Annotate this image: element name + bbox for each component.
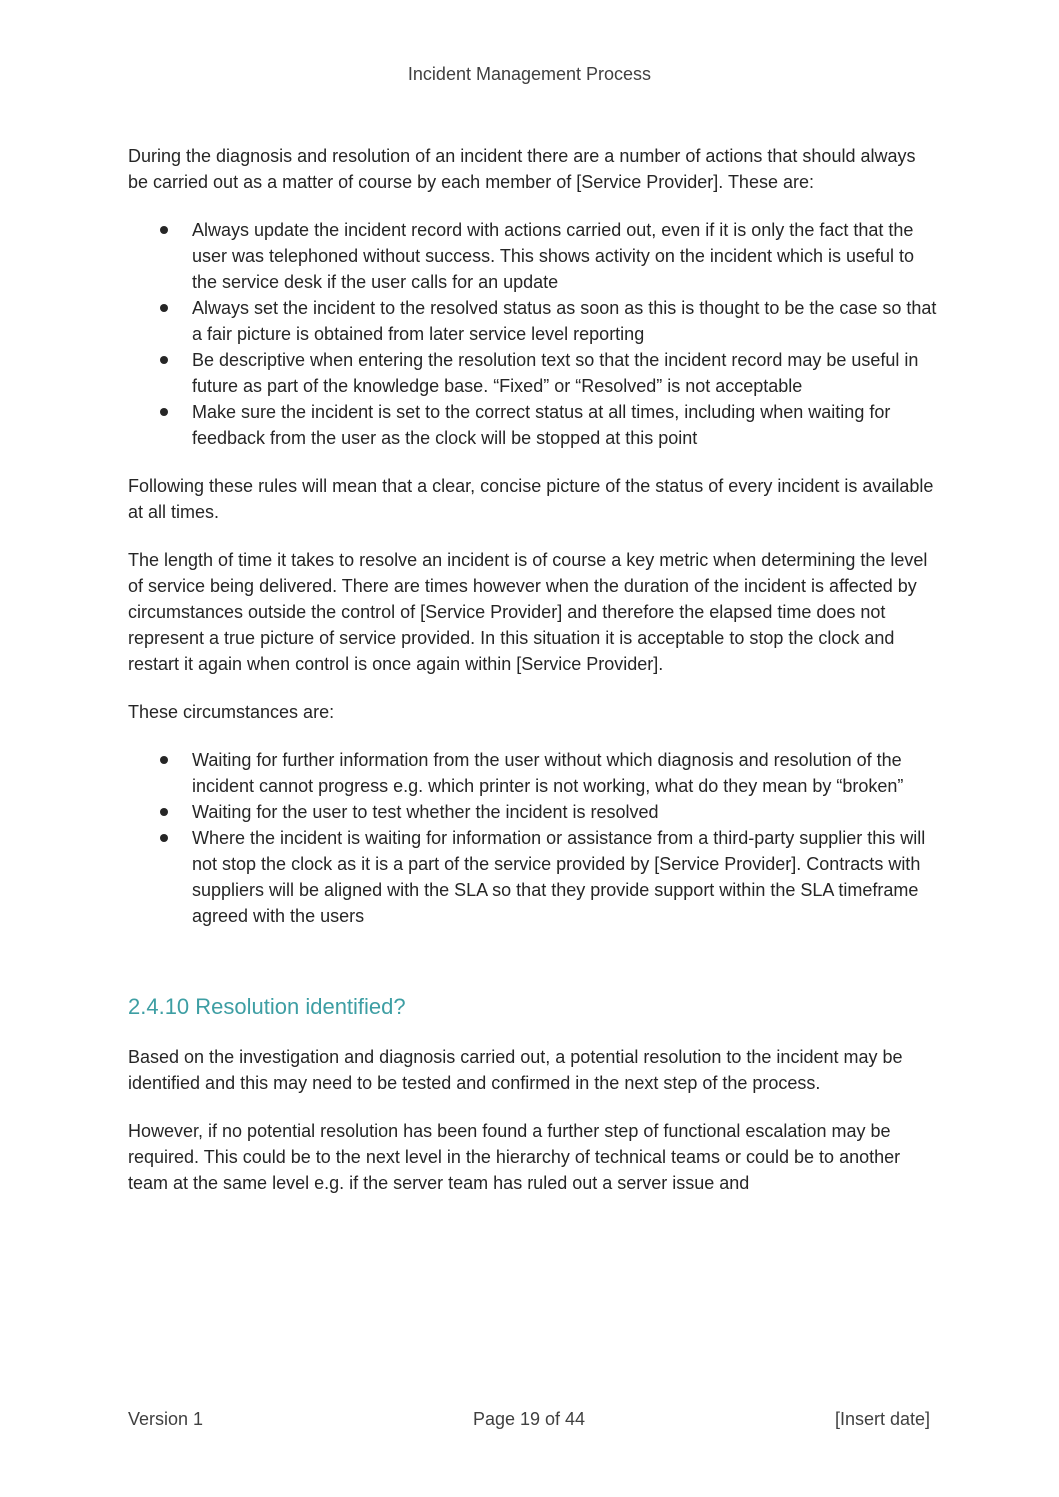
list-item-text: Make sure the incident is set to the correct status at all times, including when waiting for feedback from the user as the clock will be stopped at this point (192, 402, 891, 448)
bullet-icon (160, 756, 168, 764)
intro-paragraph: During the diagnosis and resolution of an incident there are a number of actions that should always be carried out as a matter of course by each member of [Service Provider]. These are: (128, 146, 916, 192)
bullet-icon (160, 304, 168, 312)
footer-version: Version 1 (128, 1409, 204, 1429)
section-heading: 2.4.10 Resolution identified? (128, 994, 406, 1019)
following-paragraph: Following these rules will mean that a clear, concise picture of the status of every incident is available at all times. (128, 476, 934, 522)
bullet-icon (160, 808, 168, 816)
list-item-text: Be descriptive when entering the resolution text so that the incident record may be useful in future as part of the knowledge base. “Fixed” or “Resolved” is not acceptable (192, 350, 919, 396)
list-item (128, 347, 938, 399)
list-item-text: Waiting for further information from the user without which diagnosis and resolution of the incident cannot progress e.g. which printer is not working, what do they mean by “broken” (192, 750, 904, 796)
actions-list (128, 217, 938, 451)
list-item-text: Always set the incident to the resolved status as soon as this is thought to be the case so that a fair picture is obtained from later service level reporting (192, 298, 937, 344)
bullet-icon (160, 356, 168, 364)
list-item-text: Waiting for the user to test whether the incident is resolved (192, 802, 659, 822)
list-item (128, 217, 938, 295)
resolution-paragraph-1: Based on the investigation and diagnosis carried out, a potential resolution to the incident may be identified and this may need to be tested and confirmed in the next step of the process. (128, 1047, 903, 1093)
bullet-icon (160, 408, 168, 416)
circumstances-intro: These circumstances are: (128, 702, 335, 722)
circumstances-list (128, 747, 938, 929)
bullet-icon (160, 834, 168, 842)
list-item (128, 747, 938, 799)
bullet-icon (160, 226, 168, 234)
length-paragraph: The length of time it takes to resolve an incident is of course a key metric when determining the level of service being delivered. There are times however when the duration of the incident is affected by circumstances outside the control of [Service Provider] and therefore the elapsed time does not represent a true picture of service provided. In this situation it is acceptable to stop the clock and restart it again when control is once again within [Service Provider]. (128, 550, 928, 674)
list-item-text: Always update the incident record with actions carried out, even if it is only the fact that the user was telephoned without success. This shows activity on the incident which is useful to the service desk if the user calls for an update (192, 220, 915, 292)
list-item (128, 799, 938, 825)
resolution-paragraph-2: However, if no potential resolution has been found a further step of functional escalation may be required. This could be to the next level in the hierarchy of technical teams or could be to another team at the same level e.g. if the server team has ruled out a server issue and (128, 1121, 901, 1193)
list-item (128, 399, 938, 451)
footer-date: [Insert date] (834, 1409, 930, 1429)
header-title: Incident Management Process (407, 64, 652, 84)
list-item-text: Where the incident is waiting for information or assistance from a third-party supplier this will not stop the clock as it is a part of the service provided by [Service Provider]. Contracts with suppliers will be aligned with the SLA so that they provide support within the SLA timeframe agreed with the users (192, 828, 926, 926)
footer-page-number: Page 19 of 44 (472, 1409, 586, 1429)
list-item (128, 825, 938, 929)
page-header (0, 64, 1059, 85)
list-item (128, 295, 938, 347)
page-body (128, 143, 938, 1218)
